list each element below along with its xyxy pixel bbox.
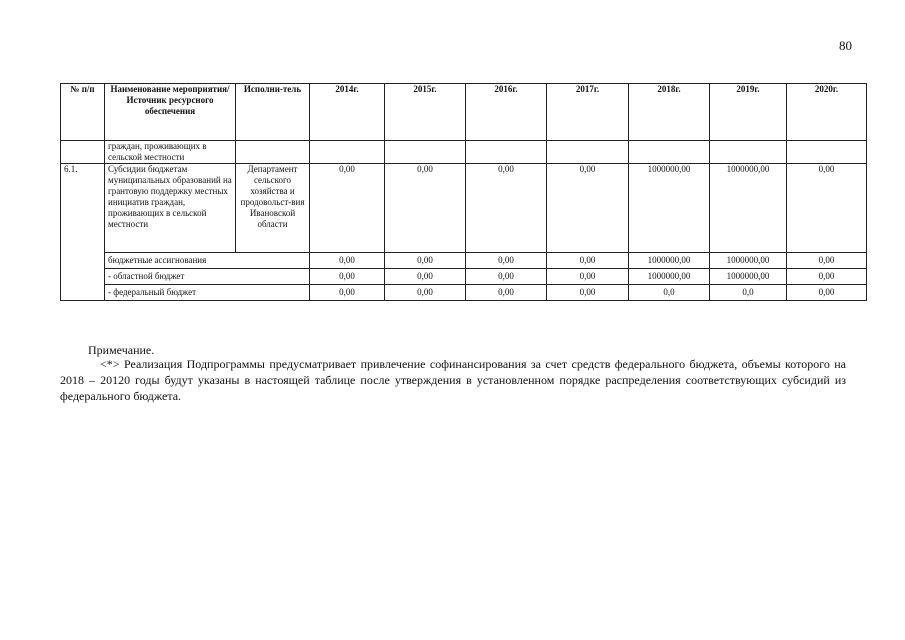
value-cell: 0,00 bbox=[385, 269, 466, 285]
table-row bbox=[61, 285, 867, 301]
value-cell: 0,00 bbox=[787, 164, 867, 253]
cell bbox=[61, 141, 105, 164]
page-number: 80 bbox=[839, 38, 852, 53]
value-cell: 1000000,00 bbox=[710, 164, 787, 253]
note-title: Примечание. bbox=[88, 343, 155, 357]
value-cell: 1000000,00 bbox=[629, 253, 710, 269]
measure-index: 6.1. bbox=[61, 164, 105, 301]
header-name: Наименование мероприятия/ Источник ресурсного обеспечения bbox=[105, 84, 236, 141]
table-header-row bbox=[61, 84, 867, 141]
cell bbox=[710, 141, 787, 164]
value-cell: 0,00 bbox=[787, 253, 867, 269]
row-label: бюджетные ассигнования bbox=[105, 253, 310, 269]
header-2016: 2016г. bbox=[466, 84, 547, 141]
header-2015: 2015г. bbox=[385, 84, 466, 141]
value-cell: 0,00 bbox=[547, 253, 629, 269]
value-cell: 1000000,00 bbox=[710, 269, 787, 285]
value-cell: 0,00 bbox=[466, 285, 547, 301]
header-num: № п/п bbox=[61, 84, 105, 141]
measure-name: Субсидии бюджетам муниципальных образований на грантовую поддержку местных инициатив граждан, проживающих в сельской местности bbox=[105, 164, 236, 253]
table-row bbox=[61, 141, 867, 164]
table-row bbox=[61, 253, 867, 269]
cell bbox=[310, 141, 385, 164]
value-cell: 0,00 bbox=[547, 164, 629, 253]
header-2014: 2014г. bbox=[310, 84, 385, 141]
value-cell: 0,0 bbox=[710, 285, 787, 301]
value-cell: 0,00 bbox=[385, 164, 466, 253]
value-cell: 0,00 bbox=[310, 269, 385, 285]
row-label: - областной бюджет bbox=[105, 269, 310, 285]
value-cell: 0,00 bbox=[547, 285, 629, 301]
header-2019: 2019г. bbox=[710, 84, 787, 141]
value-cell: 0,00 bbox=[385, 285, 466, 301]
value-cell: 0,00 bbox=[466, 253, 547, 269]
cell bbox=[466, 141, 547, 164]
header-2018: 2018г. bbox=[629, 84, 710, 141]
value-cell: 0,00 bbox=[787, 269, 867, 285]
header-2020: 2020г. bbox=[787, 84, 867, 141]
value-cell: 1000000,00 bbox=[629, 269, 710, 285]
header-executor: Исполни-тель bbox=[236, 84, 310, 141]
cell bbox=[629, 141, 710, 164]
value-cell: 0,00 bbox=[385, 253, 466, 269]
cell bbox=[787, 141, 867, 164]
measure-executor: Департамент сельского хозяйства и продовольст-вия Ивановской области bbox=[236, 164, 310, 253]
row-label: - федеральный бюджет bbox=[105, 285, 310, 301]
cell bbox=[236, 141, 310, 164]
value-cell: 0,00 bbox=[787, 285, 867, 301]
value-cell: 0,00 bbox=[466, 269, 547, 285]
value-cell: 1000000,00 bbox=[710, 253, 787, 269]
cell bbox=[547, 141, 629, 164]
value-cell: 0,00 bbox=[466, 164, 547, 253]
value-cell: 0,00 bbox=[547, 269, 629, 285]
value-cell: 0,0 bbox=[629, 285, 710, 301]
value-cell: 0,00 bbox=[310, 253, 385, 269]
table-row bbox=[61, 269, 867, 285]
value-cell: 0,00 bbox=[310, 164, 385, 253]
value-cell: 1000000,00 bbox=[629, 164, 710, 253]
table-row bbox=[61, 164, 867, 253]
note-body: <*> Реализация Подпрограммы предусматривает привлечение софинансирования за счет средств федерального бюджета, объемы которого на 2018 – 20120 годы будут указаны в настоящей таблице после утверждения в установленном порядке распределения соответствующих субсидий из федерального бюджета. bbox=[60, 357, 846, 403]
value-cell: 0,00 bbox=[310, 285, 385, 301]
cell bbox=[385, 141, 466, 164]
continuation-cell: граждан, проживающих в сельской местности bbox=[105, 141, 236, 164]
budget-table bbox=[60, 83, 867, 301]
header-2017: 2017г. bbox=[547, 84, 629, 141]
